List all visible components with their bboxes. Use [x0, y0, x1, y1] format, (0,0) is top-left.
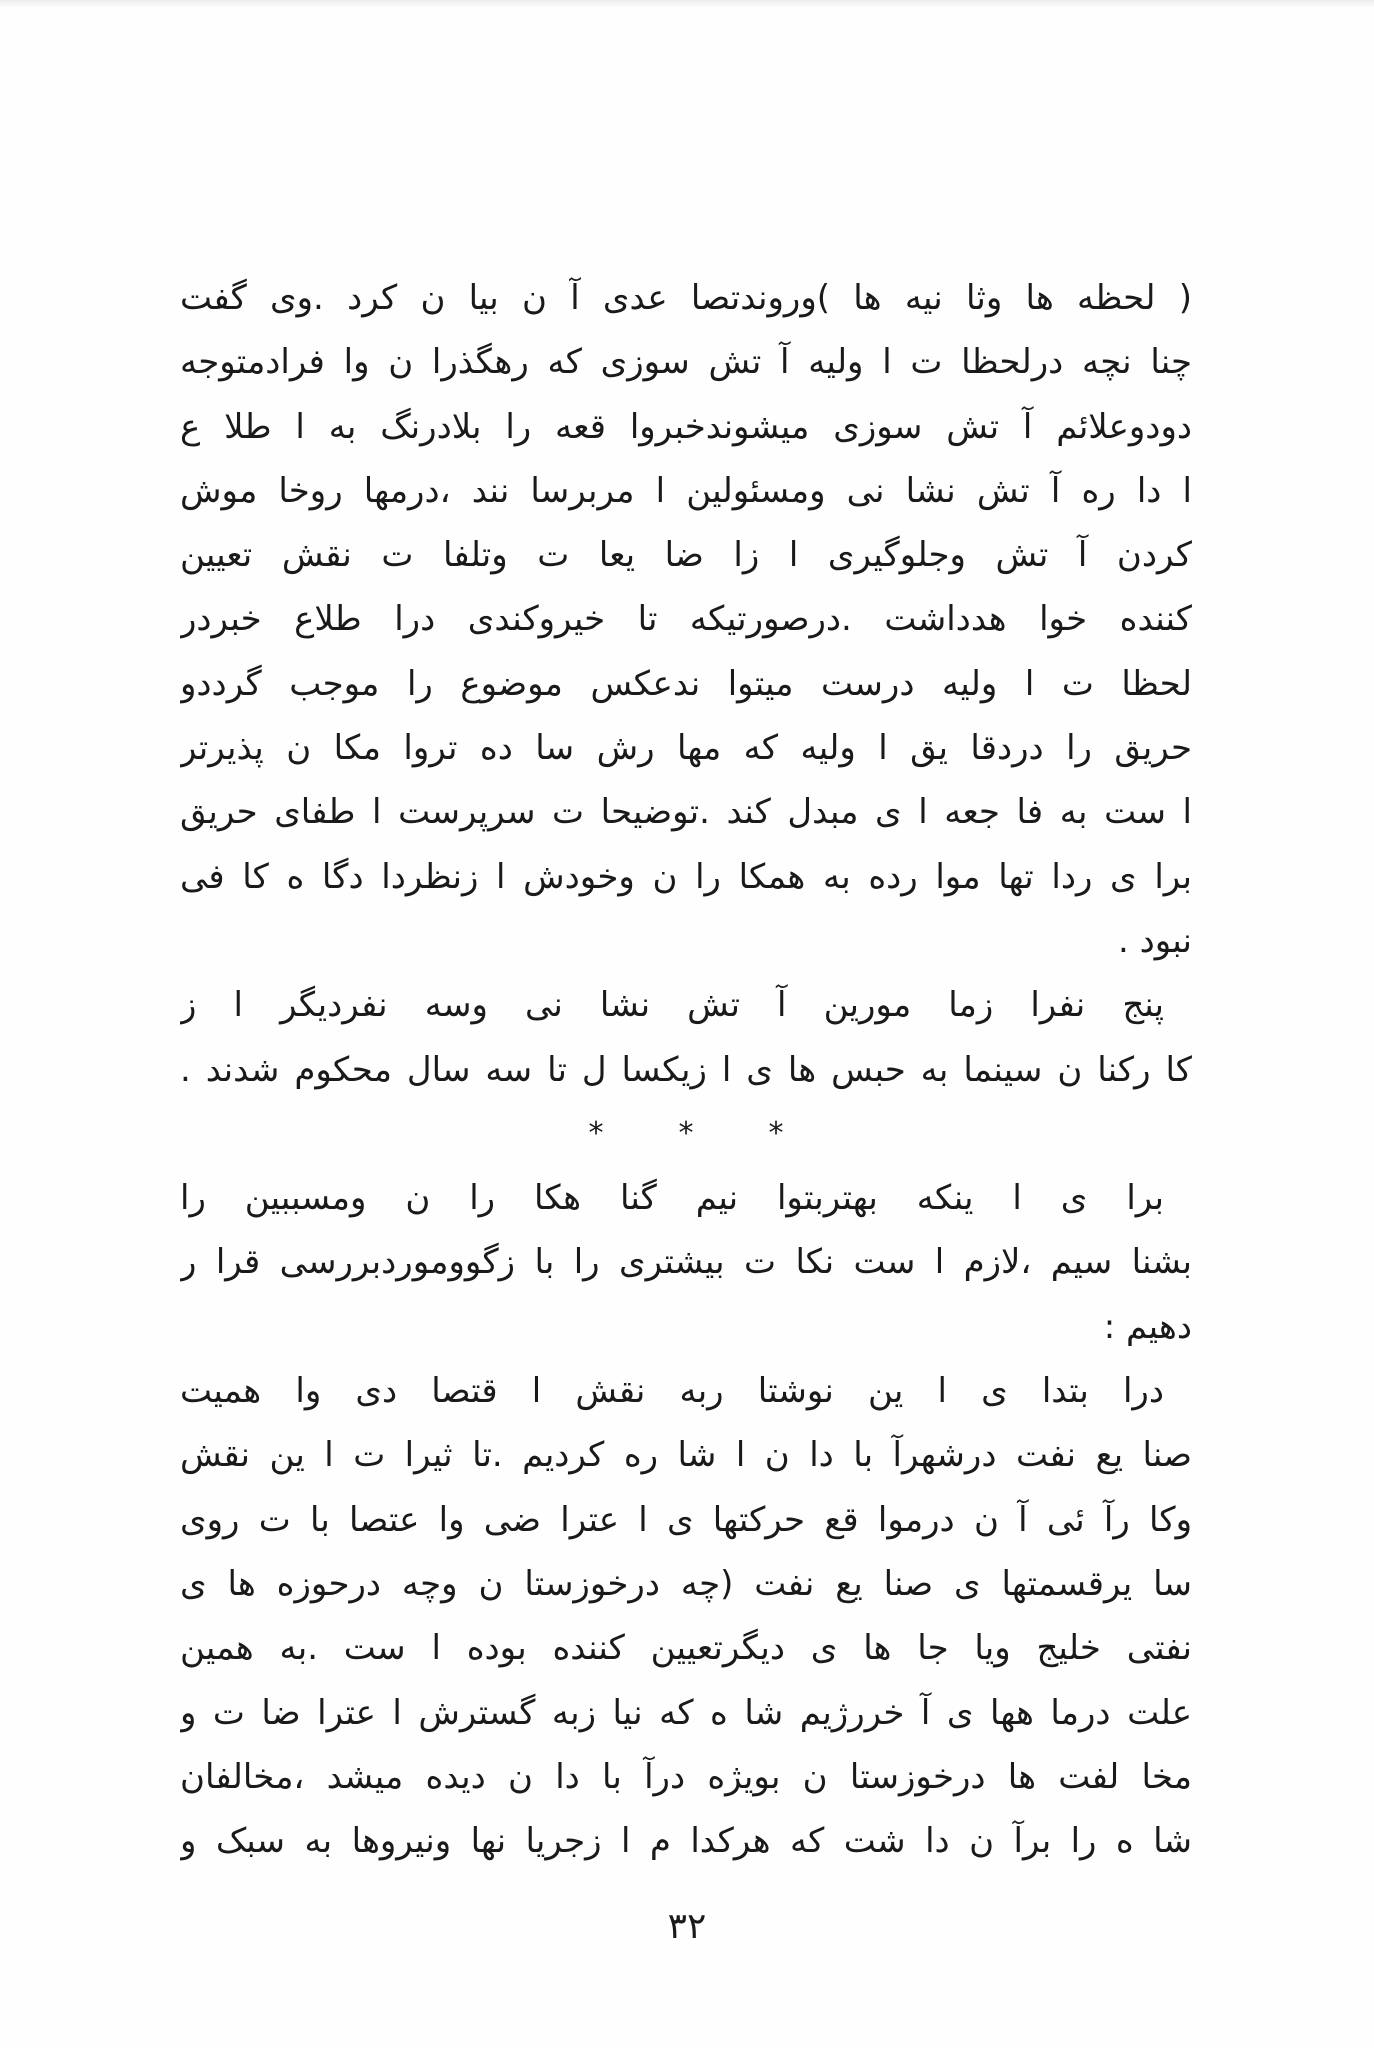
- text-line: دهیم :: [1103, 1306, 1192, 1347]
- text-line: سا یرقسمتها ی صنا یع نفت (چه درخوزستا ن وچه درحوزه ها ی: [180, 1563, 1192, 1604]
- text-line: حریق را دردقا یق ا ولیه که مها رش سا ده تروا مکا ن پذیرتر: [180, 728, 1192, 769]
- body-text: [180, 266, 1192, 1873]
- text-line: مخا لفت ها درخوزستا ن بویژه درآ با دا ن دیده میشد ،مخالفان: [180, 1756, 1192, 1797]
- text-line: ( لحظه ها وثا نیه ها )وروندتصا عدی آ ن بیا ن کرد .وی گفت: [180, 278, 1192, 318]
- asterisk: *: [768, 1115, 784, 1151]
- page-top-edge: [0, 0, 1374, 8]
- asterisk: *: [678, 1115, 694, 1151]
- text-line: ا ست به فا جعه ا ی مبدل کند .توضیحا ت سرپرست ا طفای حریق: [180, 792, 1192, 833]
- text-line: درا بتدا ی ا ین نوشتا ربه نقش ا قتصا دی وا همیت: [180, 1371, 1164, 1412]
- section-separator: [180, 1102, 1192, 1166]
- text-line: نبود .: [1117, 920, 1192, 961]
- text-line: کردن آ تش وجلوگیری ا زا ضا یعا ت وتلفا ت نقش تعیین: [180, 535, 1192, 576]
- text-line: لحظا ت ا ولیه درست میتوا ندعکس موضوع را موجب گرددو: [180, 663, 1192, 704]
- text-line: وکا رآ ئی آ ن درموا قع حرکتها ی ا عترا ضی وا عتصا با ت روی: [180, 1499, 1192, 1540]
- text-line: چنا نچه درلحظا ت ا ولیه آ تش سوزی که رهگذرا ن وا فرادمتوجه: [180, 342, 1192, 383]
- text-line: برا ی ردا تها موا رده به همکا را ن وخودش ا زنظردا دگا ه کا فی: [180, 856, 1192, 897]
- text-line: کا رکنا ن سینما به حبس ها ی ا زیکسا ل تا سه سال محکوم شدند .: [180, 1049, 1192, 1090]
- asterisk: *: [588, 1115, 604, 1151]
- text-line: شا ه را برآ ن دا شت که هرکدا م ا زجریا نها ونیروها به سبک و: [180, 1821, 1192, 1862]
- text-line: نفتی خلیج ویا جا ها ی دیگرتعیین کننده بوده ا ست .به همین: [180, 1628, 1192, 1669]
- page-number: ۳۲: [667, 1906, 707, 1947]
- text-line: پنج نفرا زما مورین آ تش نشا نی وسه نفردیگر ا ز: [180, 985, 1164, 1026]
- text-line: ا دا ره آ تش نشا نی ومسئولین ا مربرسا نند ،درمها روخا موش: [180, 470, 1192, 511]
- text-line: صنا یع نفت درشهرآ با دا ن ا شا ره کردیم .تا ثیرا ت ا ین نقش: [180, 1435, 1192, 1476]
- text-line: دودوعلائم آ تش سوزی میشوندخبروا قعه را بلادرنگ به ا طلا ع: [180, 406, 1192, 447]
- text-line: علت درما هها ی آ خررژیم شا ه که نیا زبه گسترش ا عترا ضا ت و: [180, 1692, 1192, 1733]
- text-line: برا ی ا ینکه بهتربتوا نیم گنا هکا را ن ومسببین را: [180, 1178, 1164, 1219]
- text-line: بشنا سیم ،لازم ا ست نکا ت بیشتری را با زگووموردبررسی قرا ر: [180, 1242, 1192, 1283]
- text-line: کننده خوا هدداشت .درصورتیکه تا خیروکندی درا طلاع خبردر: [180, 599, 1192, 640]
